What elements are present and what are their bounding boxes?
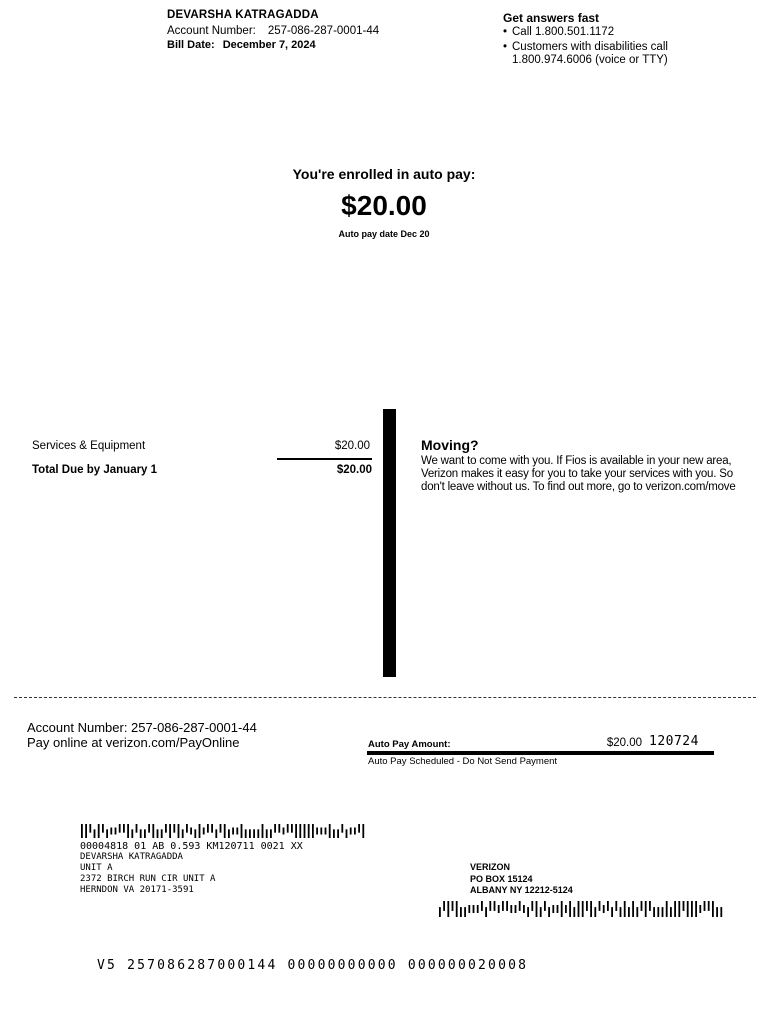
total-due-label: Total Due by January 1 xyxy=(32,464,158,476)
barcode-bar xyxy=(262,824,264,838)
bill-date-row xyxy=(167,39,316,51)
barcode-bar xyxy=(190,828,192,835)
barcode-bar xyxy=(312,824,314,838)
mailing-code-line: 00004818 01 AB 0.593 KM120711 0021 XX xyxy=(80,841,303,852)
barcode-bar xyxy=(468,905,470,913)
barcode-bar xyxy=(346,829,348,838)
barcode-bar xyxy=(510,905,512,913)
autopay-amount-value: $20.00 xyxy=(606,737,642,749)
barcode-bar xyxy=(144,829,146,838)
barcode-bar xyxy=(460,907,462,917)
barcode-bar xyxy=(704,901,706,911)
barcode-bar xyxy=(439,907,441,917)
barcode-bar xyxy=(464,907,466,917)
barcode-bar xyxy=(215,829,217,838)
barcode-bar xyxy=(283,828,285,835)
total-divider xyxy=(277,458,372,460)
barcode-bar xyxy=(607,901,609,911)
barcode-bar xyxy=(211,824,213,833)
account-number-row xyxy=(167,25,379,37)
barcode-bar xyxy=(232,828,234,835)
barcode-bar xyxy=(119,824,121,833)
barcode-bar xyxy=(456,901,458,917)
barcode-bar xyxy=(691,901,693,917)
barcode-bar xyxy=(540,907,542,917)
barcode-bar xyxy=(506,901,508,911)
services-value: $20.00 xyxy=(334,440,370,452)
barcode-bar xyxy=(148,824,150,833)
barcode-bar xyxy=(115,828,117,835)
mailing-city-line: HERNDON VA 20171-3591 xyxy=(80,885,194,895)
barcode-bar xyxy=(245,829,247,838)
barcode-bar xyxy=(489,901,491,911)
barcode-bar xyxy=(304,824,306,838)
barcode-bar xyxy=(699,905,701,913)
coupon-account-number: Account Number: 257-086-287-0001-44 xyxy=(27,720,257,735)
autopay-scheduled-note: Auto Pay Scheduled - Do Not Send Payment xyxy=(368,756,558,767)
vertical-divider xyxy=(383,409,396,677)
help-item-call: • Call 1.800.501.1172 xyxy=(503,26,615,38)
customer-name: DEVARSHA KATRAGADDA xyxy=(167,9,319,21)
barcode-bar xyxy=(519,901,521,911)
autopay-code: 120724 xyxy=(649,734,699,749)
barcode-bar xyxy=(299,824,301,838)
barcode-bar xyxy=(249,829,251,838)
tear-line xyxy=(14,697,756,698)
barcode-bar xyxy=(624,901,626,917)
moving-body: We want to come with you. If Fios is available in your new area, Verizon makes it easy for you to take your services with you. So don't leave without us. To find out more, go to verizon.com/move xyxy=(421,455,736,493)
barcode-bar xyxy=(295,824,297,838)
barcode-bar xyxy=(590,901,592,917)
barcode-bar xyxy=(683,901,685,911)
barcode-bar xyxy=(447,901,449,917)
barcode-bar xyxy=(620,907,622,917)
remit-city-line: ALBANY NY 12212-5124 xyxy=(470,885,573,895)
barcode-bar xyxy=(586,901,588,911)
barcode-bar xyxy=(548,907,550,917)
barcode-bar xyxy=(649,901,651,911)
barcode-bar xyxy=(527,907,529,917)
barcode-bar xyxy=(241,824,243,838)
remit-pobox-line: PO BOX 15124 xyxy=(470,873,533,884)
moving-title: Moving? xyxy=(421,437,479,453)
barcode-bar xyxy=(354,828,356,835)
barcode-bar xyxy=(131,829,133,838)
barcode-bar xyxy=(708,901,710,911)
barcode-bar xyxy=(544,901,546,911)
barcode-bar xyxy=(266,829,268,838)
barcode-bar xyxy=(308,824,310,838)
barcode-bar xyxy=(320,828,322,835)
barcode-bar xyxy=(257,829,259,838)
barcode-bar xyxy=(452,901,454,911)
barcode-bar xyxy=(102,824,104,833)
autopay-title: You're enrolled in auto pay: xyxy=(292,166,476,182)
barcode-bar xyxy=(173,824,175,833)
barcode-bar xyxy=(94,829,96,838)
barcode-bar xyxy=(350,828,352,835)
bill-date-label: Bill Date: xyxy=(167,39,215,51)
barcode-bar xyxy=(274,824,276,833)
barcode-bar xyxy=(536,901,538,917)
barcode-bar xyxy=(278,824,280,833)
barcode-bar xyxy=(98,824,100,838)
barcode-bar xyxy=(136,824,138,833)
barcode-bar xyxy=(569,901,571,917)
barcode-bar xyxy=(573,907,575,917)
barcode-bar xyxy=(358,824,360,833)
barcode-bar xyxy=(561,901,563,917)
barcode-bar xyxy=(670,907,672,917)
autopay-rule xyxy=(367,751,714,755)
barcode-bar xyxy=(641,901,643,911)
barcode-bar xyxy=(552,905,554,913)
barcode-bar xyxy=(287,824,289,833)
autopay-amount: $20.00 xyxy=(341,190,427,221)
customer-barcode xyxy=(80,824,366,838)
barcode-bar xyxy=(182,829,184,838)
barcode-bar xyxy=(220,824,222,833)
barcode-bar xyxy=(123,824,125,833)
barcode-bar xyxy=(207,824,209,833)
mailing-street-line: 2372 BIRCH RUN CIR UNIT A xyxy=(80,874,216,884)
barcode-bar xyxy=(578,901,580,917)
barcode-bar xyxy=(485,907,487,917)
barcode-bar xyxy=(716,907,718,917)
barcode-bar xyxy=(720,907,722,917)
barcode-bar xyxy=(110,828,112,835)
barcode-bar xyxy=(329,824,331,838)
barcode-bar xyxy=(325,828,327,835)
barcode-bar xyxy=(515,905,517,913)
autopay-amount-label: Auto Pay Amount: xyxy=(368,739,451,750)
services-label: Services & Equipment xyxy=(32,440,146,452)
barcode-bar xyxy=(337,829,339,838)
total-due-value: $20.00 xyxy=(336,464,372,476)
mailing-name-line: DEVARSHA KATRAGADDA xyxy=(80,852,183,862)
barcode-bar xyxy=(140,829,142,838)
barcode-bar xyxy=(687,901,689,917)
account-number-label: Account Number: xyxy=(167,25,256,37)
barcode-bar xyxy=(645,901,647,917)
barcode-bar xyxy=(85,824,87,838)
barcode-bar xyxy=(502,901,504,911)
account-number-value: 257-086-287-0001-44 xyxy=(267,25,380,37)
barcode-bar xyxy=(657,907,659,917)
barcode-bar xyxy=(599,901,601,911)
barcode-bar xyxy=(169,824,171,838)
barcode-bar xyxy=(498,905,500,913)
barcode-bar xyxy=(203,828,205,835)
barcode-bar xyxy=(341,824,343,833)
barcode-bar xyxy=(224,824,226,838)
barcode-bar xyxy=(443,901,445,911)
barcode-bar xyxy=(228,829,230,838)
barcode-bar xyxy=(81,824,83,838)
barcode-bar xyxy=(632,901,634,917)
barcode-bar xyxy=(695,901,697,917)
barcode-bar xyxy=(157,829,159,838)
barcode-bar xyxy=(194,829,196,838)
help-item-disabilities: • Customers with disabilities call 1.800.974.6006 (voice or TTY) xyxy=(503,40,668,66)
bill-date-value: December 7, 2024 xyxy=(222,39,316,51)
barcode-bar xyxy=(531,901,533,911)
barcode-bar xyxy=(666,901,668,917)
mailing-unit-line: UNIT A xyxy=(80,863,113,873)
autopay-date: Auto pay date Dec 20 xyxy=(338,229,430,239)
barcode-bar xyxy=(615,901,617,911)
barcode-bar xyxy=(674,901,676,917)
remit-name-line: VERIZON xyxy=(470,862,511,872)
barcode-bar xyxy=(603,905,605,913)
barcode-bar xyxy=(678,901,680,917)
barcode-bar xyxy=(89,824,91,833)
barcode-bar xyxy=(628,907,630,917)
barcode-bar xyxy=(333,829,335,838)
barcode-bar xyxy=(653,907,655,917)
customer-mailing-address xyxy=(80,841,303,896)
pay-online-text: Pay online at verizon.com/PayOnline xyxy=(27,735,240,750)
barcode-bar xyxy=(662,907,664,917)
barcode-bar xyxy=(477,905,479,913)
barcode-bar xyxy=(253,829,255,838)
barcode-bar xyxy=(594,907,596,917)
barcode-bar xyxy=(362,824,364,838)
barcode-bar xyxy=(582,901,584,917)
barcode-bar xyxy=(106,829,108,838)
barcode-bar xyxy=(161,829,163,838)
barcode-bar xyxy=(270,829,272,838)
barcode-bar xyxy=(481,901,483,911)
barcode-bar xyxy=(186,824,188,833)
barcode-bar xyxy=(199,824,201,838)
barcode-bar xyxy=(291,824,293,833)
help-box xyxy=(503,11,733,69)
barcode-bar xyxy=(494,901,496,911)
barcode-bar xyxy=(316,828,318,835)
remit-address xyxy=(470,862,573,897)
barcode-bar xyxy=(523,905,525,913)
barcode-bar xyxy=(611,907,613,917)
remit-barcode xyxy=(438,901,724,917)
barcode-bar xyxy=(178,824,180,838)
barcode-bar xyxy=(557,905,559,913)
barcode-bar xyxy=(712,901,714,917)
barcode-bar xyxy=(152,824,154,838)
barcode-bar xyxy=(127,824,129,838)
barcode-bar xyxy=(236,828,238,835)
ocr-scanline: V5 257086287000144 00000000000 000000020008 xyxy=(97,958,529,973)
help-list xyxy=(503,26,733,68)
barcode-bar xyxy=(636,907,638,917)
barcode-bar xyxy=(165,824,167,833)
help-title: Get answers fast xyxy=(503,11,600,25)
barcode-bar xyxy=(565,905,567,913)
barcode-bar xyxy=(473,905,475,913)
